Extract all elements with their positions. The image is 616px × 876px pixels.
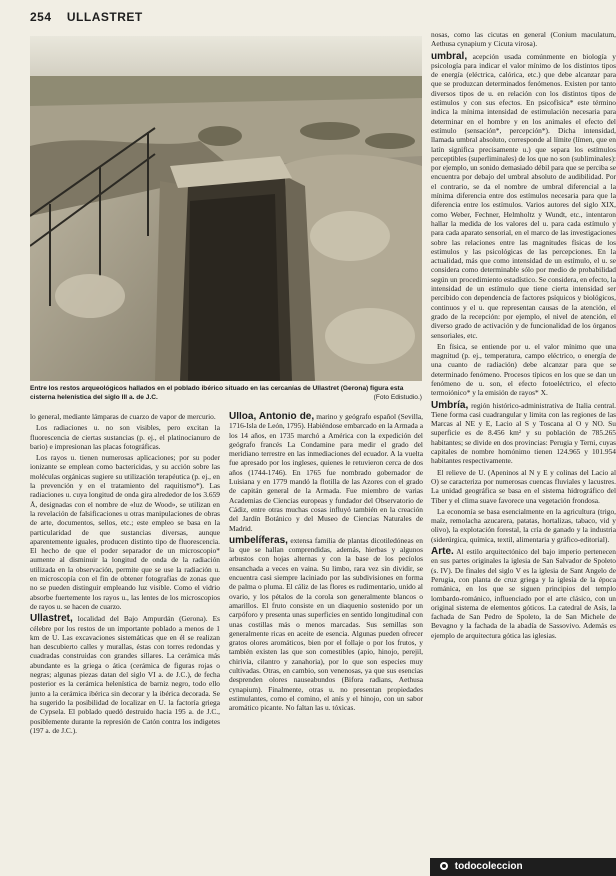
paragraph: Los radiaciones u. no son visibles, pero excitan la fluorescencia de ciertas sustancias (p. ej., el platinocianuro de bario) e impresionan las placas fotográficas. xyxy=(30,423,220,451)
logo-icon xyxy=(440,862,448,870)
entry-umbral xyxy=(431,52,616,340)
column-2 xyxy=(229,412,423,854)
entry-umbria xyxy=(431,401,616,466)
paragraph: Los rayos u. tienen numerosas aplicaciones; por su poder ionizante se emplean como bactericidas, y su acción sobre las moléculas orgánicas sugiere su utilización terapéutica (p. ej., en la prevención y en el tratamiento del raquitismo*). Las radiaciones u. cuya longitud de onda gira alrededor de los 3.659 Å, designadas con el nombre de «luz de Wood», se utilizan en la revelación de falsificaciones u otras manipulaciones de obras de arte, documentos, sellos, etc.; este empleo se basa en la particularidad de que sustancias diversas, aunque aparentemente iguales, producen distinto tipo de fluorescencia. El hecho de que el poder separador de un microscopio* aumente al disminuir la longitud de onda de la radiación utilizada en la observación, permite que se use la radiación u. en microscopía con el fin de obtener fotografías de zonas que no se pueden distinguir empleando luz visible. Como el vidrio absorbe fuertemente los rayos u., las lentes de los microscopios de rayos u. se hacen de cuarzo. xyxy=(30,453,220,611)
paragraph: En física, se entiende por u. el valor mínimo que una magnitud (p. ej., temperatura, campo eléctrico, o energía de una cuanto de radiación) debe alcanzar para que se determinado fenómeno. Procesos típicos en los que se dan un fenómeno de u. son, el efecto fotoeléctrico, el efecto termoiónico* y la emisión de rayos* X. xyxy=(431,341,616,398)
entry-text: acepción usada comúnmente en biología y psicología para indicar el valor mínimo de los distintos tipos de energía (eléctrica, calórica, etc.) que debe alcanzar para que se produzcan determinados fenómenos. Existen por tanto diversos tipos de u. en relación con los distintos tipos de estímulos y con sus efectos. En psicofísica* este término indica la mínima intensidad de estimulación necesaria para determinar en el hombre y en los animales el efecto del estímulo (sensación*, percepción*). Dicha intensidad, llamada umbral absoluto, corresponde al límite (límen, que en latín significa precisamente u.) que separa los estímulos perceptibles (superliminales) de los que no son (subliminales): por ejemplo, un sonido demasiado débil para que se perciba se encuentra por debajo del umbral absoluto de audibilidad. Por el contrario, se da el nombre de umbral diferencial a la mínima diferencia entre dos estímulos necesaria para que la diferencia entre los estímulos. Varios autores del siglo XIX, como Weber, Fechner, Helmholtz y Wundt, etc., intentaron hallar la medida de los valores del u. para cada estímulo y para cada aparato sensorial, en el marco de las investigaciones sobre las relaciones entre las magnitudes físicas de los estímulos y las psicológicas de las percepciones. En la actualidad, más que como intensidad de un estímulo, el u. se considera como determinable sólo por medio de probabilidad según un procedimiento estadístico. Se considera, en efecto, la intensidad de un estímulo que tiene cierta intensidad ser percibido con dependencia de factores psíquicos y biológicos, continuos y el u. que representan causas de la atención, el grado de la recepción: por ejemplo, el nivel de atención, el diverso grado de activación y de funcionalidad de los órganos sensoriales, etc. xyxy=(431,51,616,340)
paragraph: La economía se basa esencialmente en la agricultura (trigo, maíz, remolacha azucarera, patatas, hortalizas, tabaco, vid y olivo), la explotación forestal, la cría de ganado y la industria (siderúrgica, química, textil, alimentaria y gráfico-editorial). xyxy=(431,506,616,544)
watermark-banner xyxy=(430,858,616,876)
headword: Ullastret, xyxy=(30,613,73,625)
page-title: ULLASTRET xyxy=(66,10,143,24)
page-header xyxy=(30,10,143,24)
entry-umbeliferas xyxy=(229,536,423,713)
caption-text: Entre los restos arqueológicos hallados en el poblado ibérico situado en las cercanías de Ullastret (Gerona) figura esta cisterna helenística del siglo III a. de J.C. xyxy=(30,385,404,401)
paragraph: El relieve de U. (Apeninos al N y E y colinas del Lacio al O) se caracteriza por numerosas cuencas fluviales y lacustres. La unidad geográfica se basa en el sistema hidrográfico del Tíber y el clima suave favorece una vegetación frondosa. xyxy=(431,467,616,505)
photo-credit: (Foto Edistudio.) xyxy=(373,393,422,401)
column-3 xyxy=(431,30,616,850)
watermark-label: todocoleccion xyxy=(454,861,523,872)
entry-text: extensa familia de plantas dicotiledóneas en la que se hallan comprendidas, además, hierbas y algunos arbustos con hojas alternas y con la base de los pecíolos ensanchada a veces en vaina. Su limbo, rara vez sin dividir, se encuentra casi siempre laciniado por las subdivisiones en forma de palma o pluma. El cáliz de las flores es rudimentario, unido al ovario, y los pétalos de la corola son generalmente blancos o amarillos. El fruto consiste en un diaquenio sostenido por un carpóforo y presenta unas superficies en sentido longitudinal con unas costillas más o menos marcadas. Sus semillas son generalmente ricas en aceite de esencia. Algunas pueden ofrecer gratos olores aromáticos, bien por el follaje o por los frutos, y también existen las que son comestibles (apio, hinojo, perejil, chirivía, cilantro y zanahoria), por lo que son especies muy cultivadas. Otras, en cambio, son venenosas, ya que sus esencias desprenden olores nauseabundos (Bifora radians, Aethusa cynapium). Finalmente, otras u. no presentan propiedades estimulantes, como el comino, el anís y el hinojo, con un sabor aromático picante. No faltan las u. tóxicas. xyxy=(229,535,423,713)
photo-caption xyxy=(30,385,422,402)
headword: Umbría, xyxy=(431,399,469,411)
subheading: Arte. xyxy=(431,546,454,558)
headword: umbelíferas, xyxy=(229,534,288,546)
cistern-photo xyxy=(30,36,422,381)
column-1 xyxy=(30,412,220,854)
entry-ulloa xyxy=(229,412,423,533)
entry-text: marino y geógrafo español (Sevilla, 1716-Isla de León, 1795). Habiéndose embarcado en la Armada a los 14 años, en 1735 marchó a América con la expedición del geógrafo francés La Condamine para medir el grado del meridiano terrestre en las inmediaciones del ecuador. A la vuelta fue apresado por los ingleses, quienes le retuvieron cerca de dos años (1744-1746). En 1765 fue nombrado gobernador de Luisiana y en 1779 mandó la flotilla de las Azores con el grado de capitán general de la Armada. Fue miembro de varias Academias de Ciencias europeas y fundador del Observatorio de Cádiz, entre otras muchas cosas influyó también en la creación del Jardín Botánico y del Museo de Ciencias Naturales de Madrid. xyxy=(229,412,423,533)
entry-arte xyxy=(431,547,616,640)
headword: Ulloa, Antonio de, xyxy=(229,412,315,422)
entry-text: Al estilo arquitectónico del bajo imperio pertenecen en sus partes originales la iglesia de San Salvador de Spoleto (s. IV). De finales del siglo V es la iglesia de Sant Angelo de Perugia, con planta de cruz griega y la iglesia de la época románica, en los que se siguen principios del templo lombardo-románico, influenciado por el arte clásico, con un original sistema de elementos góticos. La catedral de Asís, la fachada de San Pedro de Spoleto, la de San Michele de Bevagno y la fachada de la abadía de Sassovivo. Además es ejemplo de arquitectura gótica las iglesias. xyxy=(431,547,616,640)
paragraph: lo general, mediante lámparas de cuarzo de vapor de mercurio. xyxy=(30,412,216,421)
headword: umbral, xyxy=(431,50,468,62)
entry-text: localidad del Bajo Ampurdán (Gerona). Es célebre por los restos de un importante poblado a menos de 1 km de U. Las excavaciones sistemáticas que en él se realizan han descubierto calles y murallas, éstas con torres redondas y cuadradas construidas con grandes sillares. La cerámica más abundante es la griega o ática (cerámica de figuras rojas o negras; algunas piezas datan del siglo VI a. de J.C.), de fecha posterior es la cerámica helenística de barniz negro, todo ello junto a la cerámica ibérica sin decorar y la ibérica decorada. Se ha sugerido la posibilidad de localizar en U. la factoría griega de Cypsela. El poblado quedó destruido hacia 195 a. de J.C., posiblemente durante la represión de Catón contra los indigetes (197 a. de J.C.). xyxy=(30,614,220,735)
entry-ullastret xyxy=(30,614,220,735)
paragraph: nosas, como las cicutas en general (Conium maculatum, Aethusa cynapium y Cicuta virosa). xyxy=(431,30,616,49)
page-number: 254 xyxy=(30,10,52,24)
entry-text: región histórico-administrativa de Italia central. Tiene forma casi cuadrangular y limita con las regiones de las Marcas al NE y E, Lacio al S y Toscana al O y NO. Su superficie es de 8.456 km² y su población de 785.265 habitantes; se divide en dos provincias: Perugia y Terni, cuyas capitales de nombre homónimo tienen 124.965 y 101.954 habitantes respectivamente. xyxy=(431,400,616,466)
